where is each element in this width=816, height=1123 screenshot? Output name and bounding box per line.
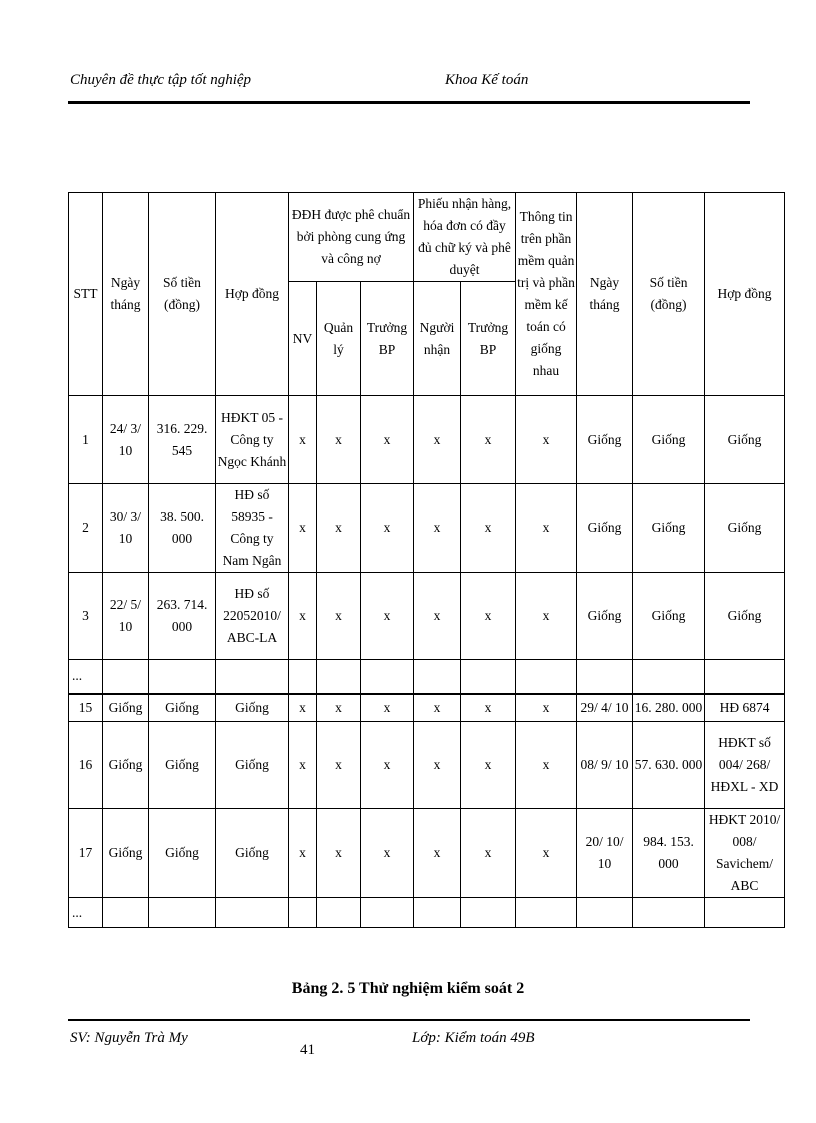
cell-hop-dong-2: HĐKT số 004/ 268/ HĐXL - XD (705, 722, 785, 809)
cell-check: x (361, 484, 414, 573)
cell-check: x (317, 694, 361, 722)
cell-check: x (317, 809, 361, 898)
cell-check: x (317, 396, 361, 484)
cell-check: x (414, 722, 461, 809)
cell-ngay-2: Giống (577, 484, 633, 573)
cell-check: x (361, 396, 414, 484)
cell-tien: Giống (149, 694, 216, 722)
cell-tien-2: Giống (633, 573, 705, 660)
header-nguoi-nhan: Người nhận (414, 282, 461, 396)
header-so-tien: Số tiền (đồng) (149, 193, 216, 396)
header-nv: NV (289, 282, 317, 396)
cell-tien-2: Giống (633, 396, 705, 484)
cell-check: x (516, 396, 577, 484)
cell-ngay: Giống (103, 722, 149, 809)
cell-ngay-2: 08/ 9/ 10 (577, 722, 633, 809)
cell-tien: 38. 500. 000 (149, 484, 216, 573)
cell-check: x (317, 484, 361, 573)
cell-stt: 17 (69, 809, 103, 898)
cell-hop-dong: HĐKT 05 - Công ty Ngọc Khánh (216, 396, 289, 484)
cell-check: x (289, 396, 317, 484)
cell-check: x (317, 573, 361, 660)
cell-tien-2: 57. 630. 000 (633, 722, 705, 809)
header-truong-bp-2: Trưởng BP (461, 282, 516, 396)
cell-ngay-2: 29/ 4/ 10 (577, 694, 633, 722)
cell-ngay: Giống (103, 694, 149, 722)
table-row (69, 694, 785, 722)
footer-class: Lớp: Kiểm toán 49B (412, 1030, 535, 1046)
cell-check: x (289, 722, 317, 809)
cell-stt: 3 (69, 573, 103, 660)
cell-check: x (461, 809, 516, 898)
cell-tien-2: 16. 280. 000 (633, 694, 705, 722)
cell-ngay: 24/ 3/ 10 (103, 396, 149, 484)
cell-check: x (361, 809, 414, 898)
header-phieu: Phiếu nhận hàng, hóa đơn có đầy đủ chữ ký và phê duyệt (414, 193, 516, 282)
header-ddh: ĐĐH được phê chuẩn bởi phòng cung ứng và công nợ (289, 193, 414, 282)
cell-check: x (361, 694, 414, 722)
cell-tien: Giống (149, 809, 216, 898)
cell-check: x (414, 573, 461, 660)
cell-check: x (461, 722, 516, 809)
cell-check: x (461, 694, 516, 722)
cell-ellipsis: ... (69, 898, 103, 928)
cell-hop-dong: Giống (216, 694, 289, 722)
cell-hop-dong: HĐ số 22052010/ ABC-LA (216, 573, 289, 660)
cell-ngay-2: 20/ 10/ 10 (577, 809, 633, 898)
cell-ngay: 30/ 3/ 10 (103, 484, 149, 573)
cell-check: x (516, 484, 577, 573)
table-row-ellipsis (69, 898, 785, 928)
cell-check: x (414, 396, 461, 484)
header-thong-tin: Thông tin trên phần mềm quản trị và phần mềm kế toán có giống nhau (516, 193, 577, 396)
cell-hop-dong-2: HĐ 6874 (705, 694, 785, 722)
cell-tien-2: 984. 153. 000 (633, 809, 705, 898)
cell-check: x (289, 809, 317, 898)
table-row (69, 484, 785, 573)
cell-check: x (289, 484, 317, 573)
cell-hop-dong: HĐ số 58935 - Công ty Nam Ngân (216, 484, 289, 573)
control-test-table (68, 192, 785, 928)
cell-check: x (516, 722, 577, 809)
table-row (69, 396, 785, 484)
cell-check: x (317, 722, 361, 809)
header-ngay-thang-2: Ngày tháng (577, 193, 633, 396)
cell-tien: 263. 714. 000 (149, 573, 216, 660)
header-right-title: Khoa Kế toán (445, 72, 529, 88)
table-row-ellipsis (69, 660, 785, 694)
cell-check: x (361, 573, 414, 660)
cell-hop-dong: Giống (216, 809, 289, 898)
cell-ellipsis: ... (69, 660, 103, 694)
cell-check: x (289, 694, 317, 722)
cell-hop-dong-2: HĐKT 2010/ 008/ Savichem/ ABC (705, 809, 785, 898)
cell-check: x (461, 573, 516, 660)
cell-stt: 15 (69, 694, 103, 722)
cell-hop-dong: Giống (216, 722, 289, 809)
footer-student: SV: Nguyễn Trà My (70, 1030, 188, 1046)
cell-tien-2: Giống (633, 484, 705, 573)
header-quan-ly: Quản lý (317, 282, 361, 396)
table-row (69, 809, 785, 898)
cell-tien: Giống (149, 722, 216, 809)
cell-ngay: Giống (103, 809, 149, 898)
table-row (69, 573, 785, 660)
cell-ngay: 22/ 5/ 10 (103, 573, 149, 660)
header-truong-bp: Trưởng BP (361, 282, 414, 396)
cell-check: x (516, 809, 577, 898)
cell-check: x (361, 722, 414, 809)
table-caption: Bảng 2. 5 Thử nghiệm kiểm soát 2 (291, 980, 525, 997)
cell-ngay-2: Giống (577, 573, 633, 660)
page-number: 41 (300, 1042, 315, 1058)
header-ngay-thang: Ngày tháng (103, 193, 149, 396)
cell-check: x (461, 396, 516, 484)
cell-check: x (516, 694, 577, 722)
cell-hop-dong-2: Giống (705, 573, 785, 660)
cell-check: x (289, 573, 317, 660)
cell-stt: 16 (69, 722, 103, 809)
header-hop-dong: Hợp đồng (216, 193, 289, 396)
header-stt: STT (69, 193, 103, 396)
table-row (69, 722, 785, 809)
header-so-tien-2: Số tiền (đồng) (633, 193, 705, 396)
cell-hop-dong-2: Giống (705, 484, 785, 573)
cell-check: x (414, 694, 461, 722)
footer-rule (68, 1019, 750, 1021)
cell-ngay-2: Giống (577, 396, 633, 484)
cell-check: x (516, 573, 577, 660)
cell-hop-dong-2: Giống (705, 396, 785, 484)
cell-check: x (414, 484, 461, 573)
header-left-title: Chuyên đề thực tập tốt nghiệp (70, 72, 252, 88)
cell-stt: 2 (69, 484, 103, 573)
header-rule (68, 101, 750, 104)
cell-tien: 316. 229. 545 (149, 396, 216, 484)
header-hop-dong-2: Hợp đồng (705, 193, 785, 396)
cell-stt: 1 (69, 396, 103, 484)
cell-check: x (461, 484, 516, 573)
cell-check: x (414, 809, 461, 898)
